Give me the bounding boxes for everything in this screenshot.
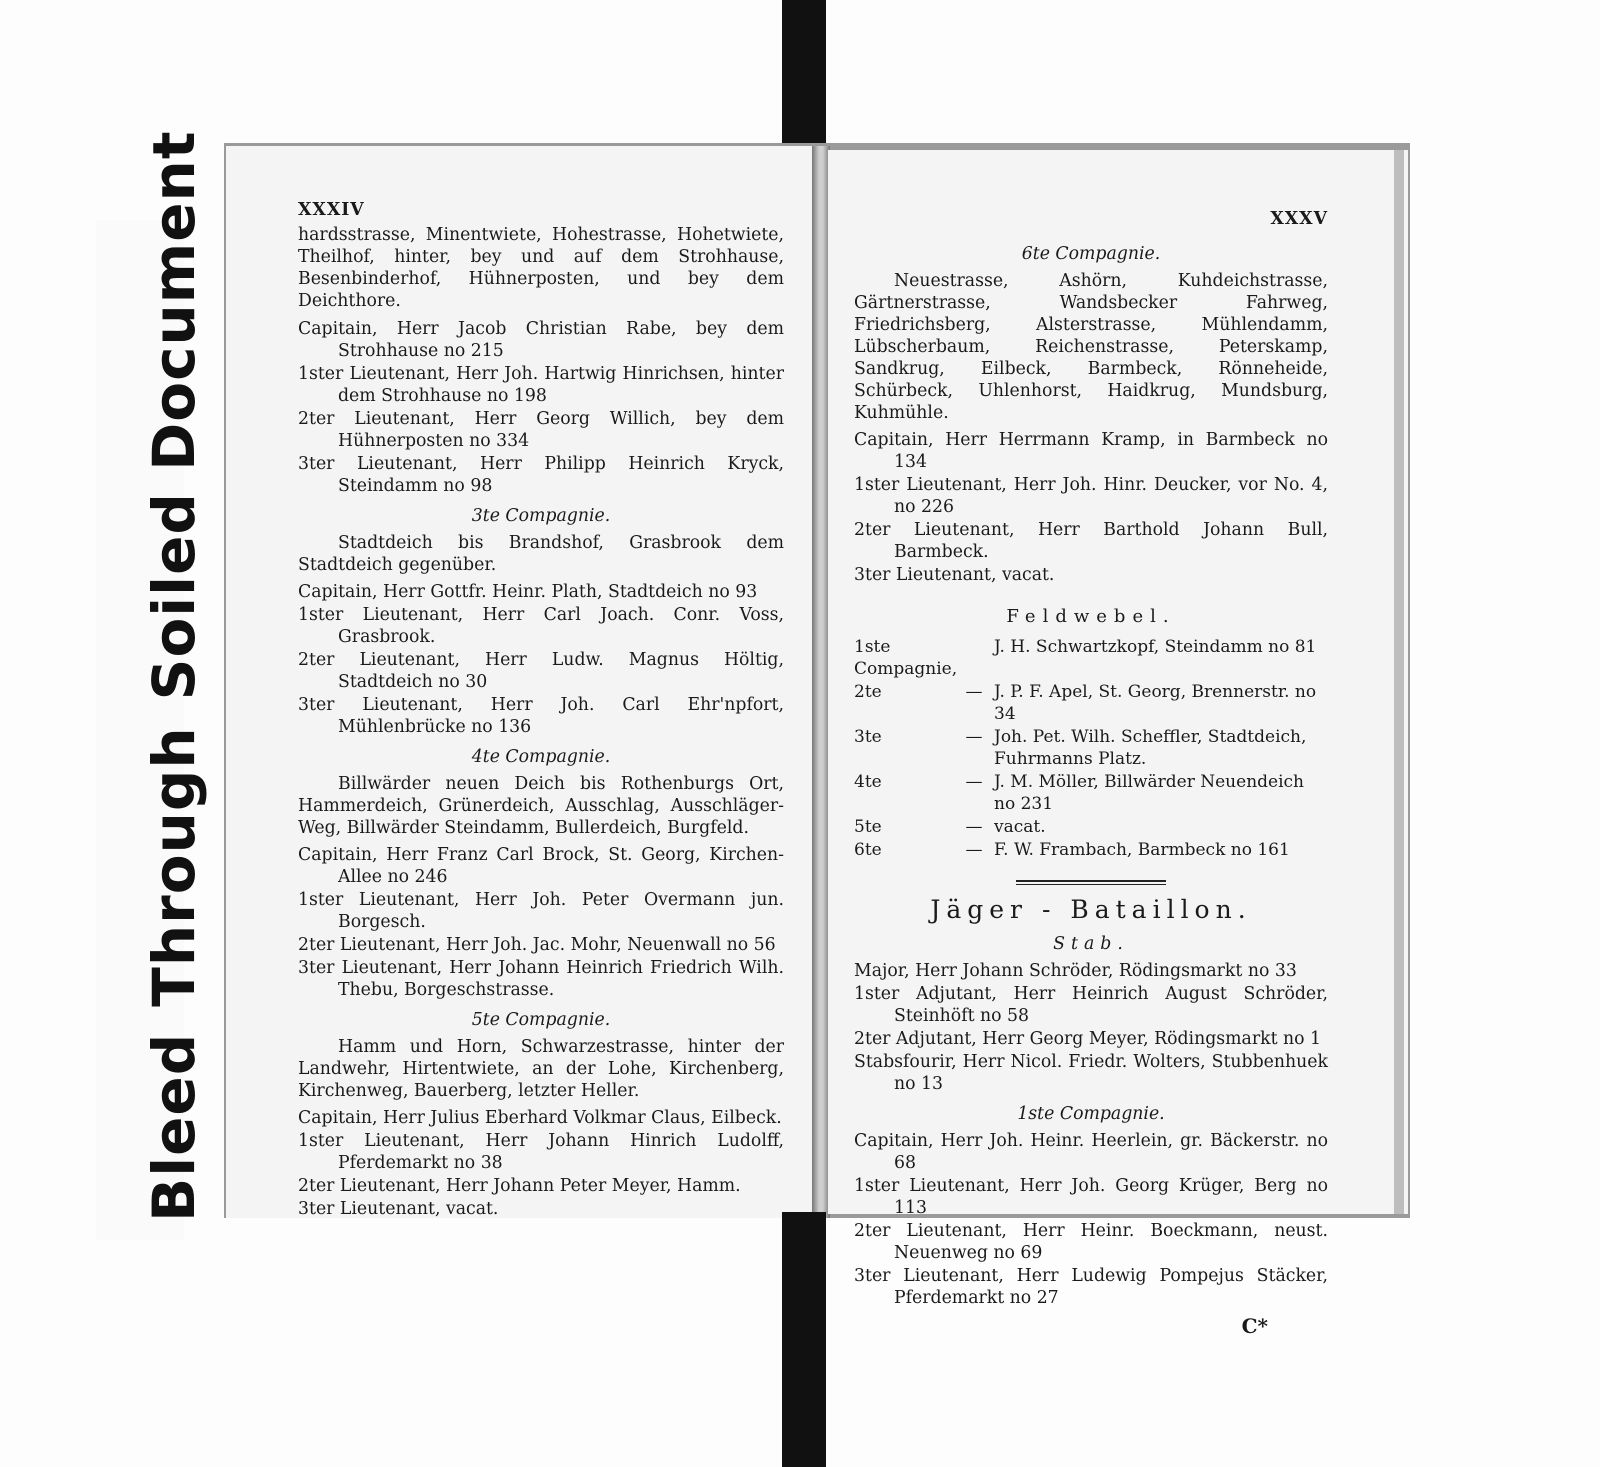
district-description: Stadtdeich bis Brandshof, Grasbrook dem Stadtdeich gegenüber. (298, 533, 784, 575)
officer-entry: 2ter Lieutenant, Herr Ludw. Magnus Höltig, Stadtdeich no 30 (298, 650, 784, 692)
feldwebel-cell: J. P. F. Apel, St. Georg, Brennerstr. no 34 (994, 682, 1317, 724)
officer-entry: 1ster Lieutenant, Herr Joh. Peter Overmann jun. Borgesch. (298, 890, 784, 932)
table-row (854, 726, 1328, 771)
company-cell: 4te (854, 772, 882, 792)
side-label (140, 130, 208, 1222)
district-description: Neuestrasse, Ashörn, Kuhdeichstrasse, Gärtnerstrasse, Wandsbecker Fahrweg, Friedrichsberg, Alsterstrasse, Mühlendamm, Lübscherbaum, Reichenstrasse, Peterskamp, Sandkrug, Eilbeck, Barmbeck, Rönneheide, Schürbeck, Uhlenhorst, Haidkrug, Mundsburg, Kuhmühle. (854, 271, 1328, 423)
officer-entry: Stabsfourir, Herr Nicol. Friedr. Wolters, Stubbenhuek no 13 (854, 1052, 1328, 1094)
feldwebel-cell: F. W. Frambach, Barmbeck no 161 (994, 840, 1290, 860)
binding-strap-bottom (782, 1212, 826, 1467)
left-intro-text: hardsstrasse, Minentwiete, Hohestrasse, Hohetwiete, Theilhof, hinter, bey und auf dem Strohhause, Besenbinderhof, Hühnerposten, und bey dem Deichthore. (298, 225, 784, 311)
table-row (854, 839, 1328, 862)
officer-entry: Capitain, Herr Gottfr. Heinr. Plath, Stadtdeich no 93 (298, 582, 758, 602)
side-label-word-2: Through (140, 726, 208, 1007)
officer-entry: Capitain, Herr Franz Carl Brock, St. Georg, Kirchen-Allee no 246 (298, 845, 784, 887)
company-cell: 6te (854, 840, 882, 860)
officer-entry: 2ter Adjutant, Herr Georg Meyer, Rödingsmarkt no 1 (854, 1029, 1322, 1049)
feldwebel-cell: J. M. Möller, Billwärder Neuendeich no 231 (994, 772, 1304, 814)
officer-entry: Capitain, Herr Herrmann Kramp, in Barmbeck no 134 (854, 430, 1328, 472)
company-cell: 3te (854, 727, 882, 747)
section-divider (1016, 880, 1166, 885)
section-heading-3te: 3te Compagnie. (471, 506, 611, 526)
officer-entry: 2ter Lieutenant, Herr Georg Willich, bey dem Hühnerposten no 334 (298, 409, 784, 451)
binding-strap-top (782, 0, 826, 150)
feldwebel-cell: J. H. Schwartzkopf, Steindamm no 81 (994, 637, 1317, 657)
officer-entry: 2ter Lieutenant, Herr Barthold Johann Bull, Barmbeck. (854, 520, 1328, 562)
ditto-cell: — (965, 682, 983, 702)
feldwebel-cell: Joh. Pet. Wilh. Scheffler, Stadtdeich, Fuhrmanns Platz. (994, 727, 1307, 769)
right-page (828, 150, 1408, 1338)
right-folio: XXXV (1270, 209, 1328, 229)
table-row (854, 681, 1328, 726)
left-page (226, 146, 814, 1218)
ditto-cell: — (965, 772, 983, 792)
table-row (854, 636, 1328, 681)
company-cell: 1ste Compagnie, (854, 637, 958, 679)
officer-entry: 2ter Lieutenant, Herr Heinr. Boeckmann, neust. Neuenweg no 69 (854, 1221, 1328, 1263)
officer-entry: 3ter Lieutenant, Herr Johann Heinrich Friedrich Wilh. Thebu, Borgeschstrasse. (298, 958, 784, 1000)
officer-entry: 1ster Lieutenant, Herr Carl Joach. Conr. Voss, Grasbrook. (298, 605, 784, 647)
section-heading-5te: 5te Compagnie. (471, 1010, 611, 1030)
feldwebel-table (854, 636, 1328, 862)
officer-entry: 1ster Adjutant, Herr Heinrich August Schröder, Steinhöft no 58 (854, 984, 1328, 1026)
section-heading-1ste: 1ste Compagnie. (1017, 1104, 1165, 1124)
feldwebel-cell: vacat. (994, 817, 1046, 837)
officer-entry: 2ter Lieutenant, Herr Johann Peter Meyer, Hamm. (298, 1176, 741, 1196)
officer-entry: 3ter Lieutenant, vacat. (298, 1199, 499, 1219)
officer-entry: 1ster Lieutenant, Herr Joh. Hartwig Hinrichsen, hinter dem Strohhause no 198 (298, 364, 784, 406)
officer-entry: Capitain, Herr Joh. Heinr. Heerlein, gr. Bäckerstr. no 68 (854, 1131, 1328, 1173)
officer-entry: Capitain, Herr Julius Eberhard Volkmar Claus, Eilbeck. (298, 1108, 782, 1128)
officer-entry: 1ster Lieutenant, Herr Johann Hinrich Ludolff, Pferdemarkt no 38 (298, 1131, 784, 1173)
officer-entry: 3ter Lieutenant, vacat. (854, 565, 1055, 585)
officer-entry: Major, Herr Johann Schröder, Rödingsmarkt no 33 (854, 961, 1297, 981)
jaeger-bataillon-heading: Jäger - Bataillon. (930, 895, 1252, 924)
ditto-cell: — (965, 727, 983, 747)
officer-entry: 1ster Lieutenant, Herr Joh. Hinr. Deucker, vor No. 4, no 226 (854, 475, 1328, 517)
officer-entry: Capitain, Herr Jacob Christian Rabe, bey dem Strohhause no 215 (298, 319, 784, 361)
district-description: Billwärder neuen Deich bis Rothenburgs Ort, Hammerdeich, Grünerdeich, Ausschlag, Ausschläger-Weg, Billwärder Steindamm, Bullerdeich, Burgfeld. (298, 774, 784, 838)
left-folio: XXXIV (298, 200, 365, 220)
stab-heading: Stab. (1053, 934, 1129, 954)
company-cell: 5te (854, 817, 882, 837)
table-row (854, 816, 1328, 839)
feldwebel-heading: Feldwebel. (1006, 606, 1176, 627)
ditto-cell: — (965, 840, 983, 860)
officer-entry: 3ter Lieutenant, Herr Ludewig Pompejus Stäcker, Pferdemarkt no 27 (854, 1266, 1328, 1308)
page-edge (1394, 150, 1404, 1214)
signature-mark: C* (1241, 1314, 1268, 1338)
table-row (854, 771, 1328, 816)
officer-entry: 3ter Lieutenant, Herr Joh. Carl Ehr'npfort, Mühlenbrücke no 136 (298, 695, 784, 737)
ditto-cell: — (965, 817, 983, 837)
section-heading-4te: 4te Compagnie. (471, 747, 611, 767)
officer-entry: 2ter Lieutenant, Herr Joh. Jac. Mohr, Neuenwall no 56 (298, 935, 776, 955)
officer-entry: 1ster Lieutenant, Herr Joh. Georg Krüger, Berg no 113 (854, 1176, 1328, 1218)
side-label-word-1: Bleed (140, 1032, 208, 1222)
district-description: Hamm und Horn, Schwarzestrasse, hinter der Landwehr, Hirtentwiete, an der Lohe, Kirchenberg, Kirchenweg, Bauerberg, letzter Heller. (298, 1037, 784, 1101)
officer-entry: 3ter Lieutenant, Herr Philipp Heinrich Kryck, Steindamm no 98 (298, 454, 784, 496)
company-cell: 2te (854, 682, 882, 702)
section-heading-6te: 6te Compagnie. (1021, 244, 1161, 264)
side-label-word-3: Soiled Document (140, 130, 208, 701)
